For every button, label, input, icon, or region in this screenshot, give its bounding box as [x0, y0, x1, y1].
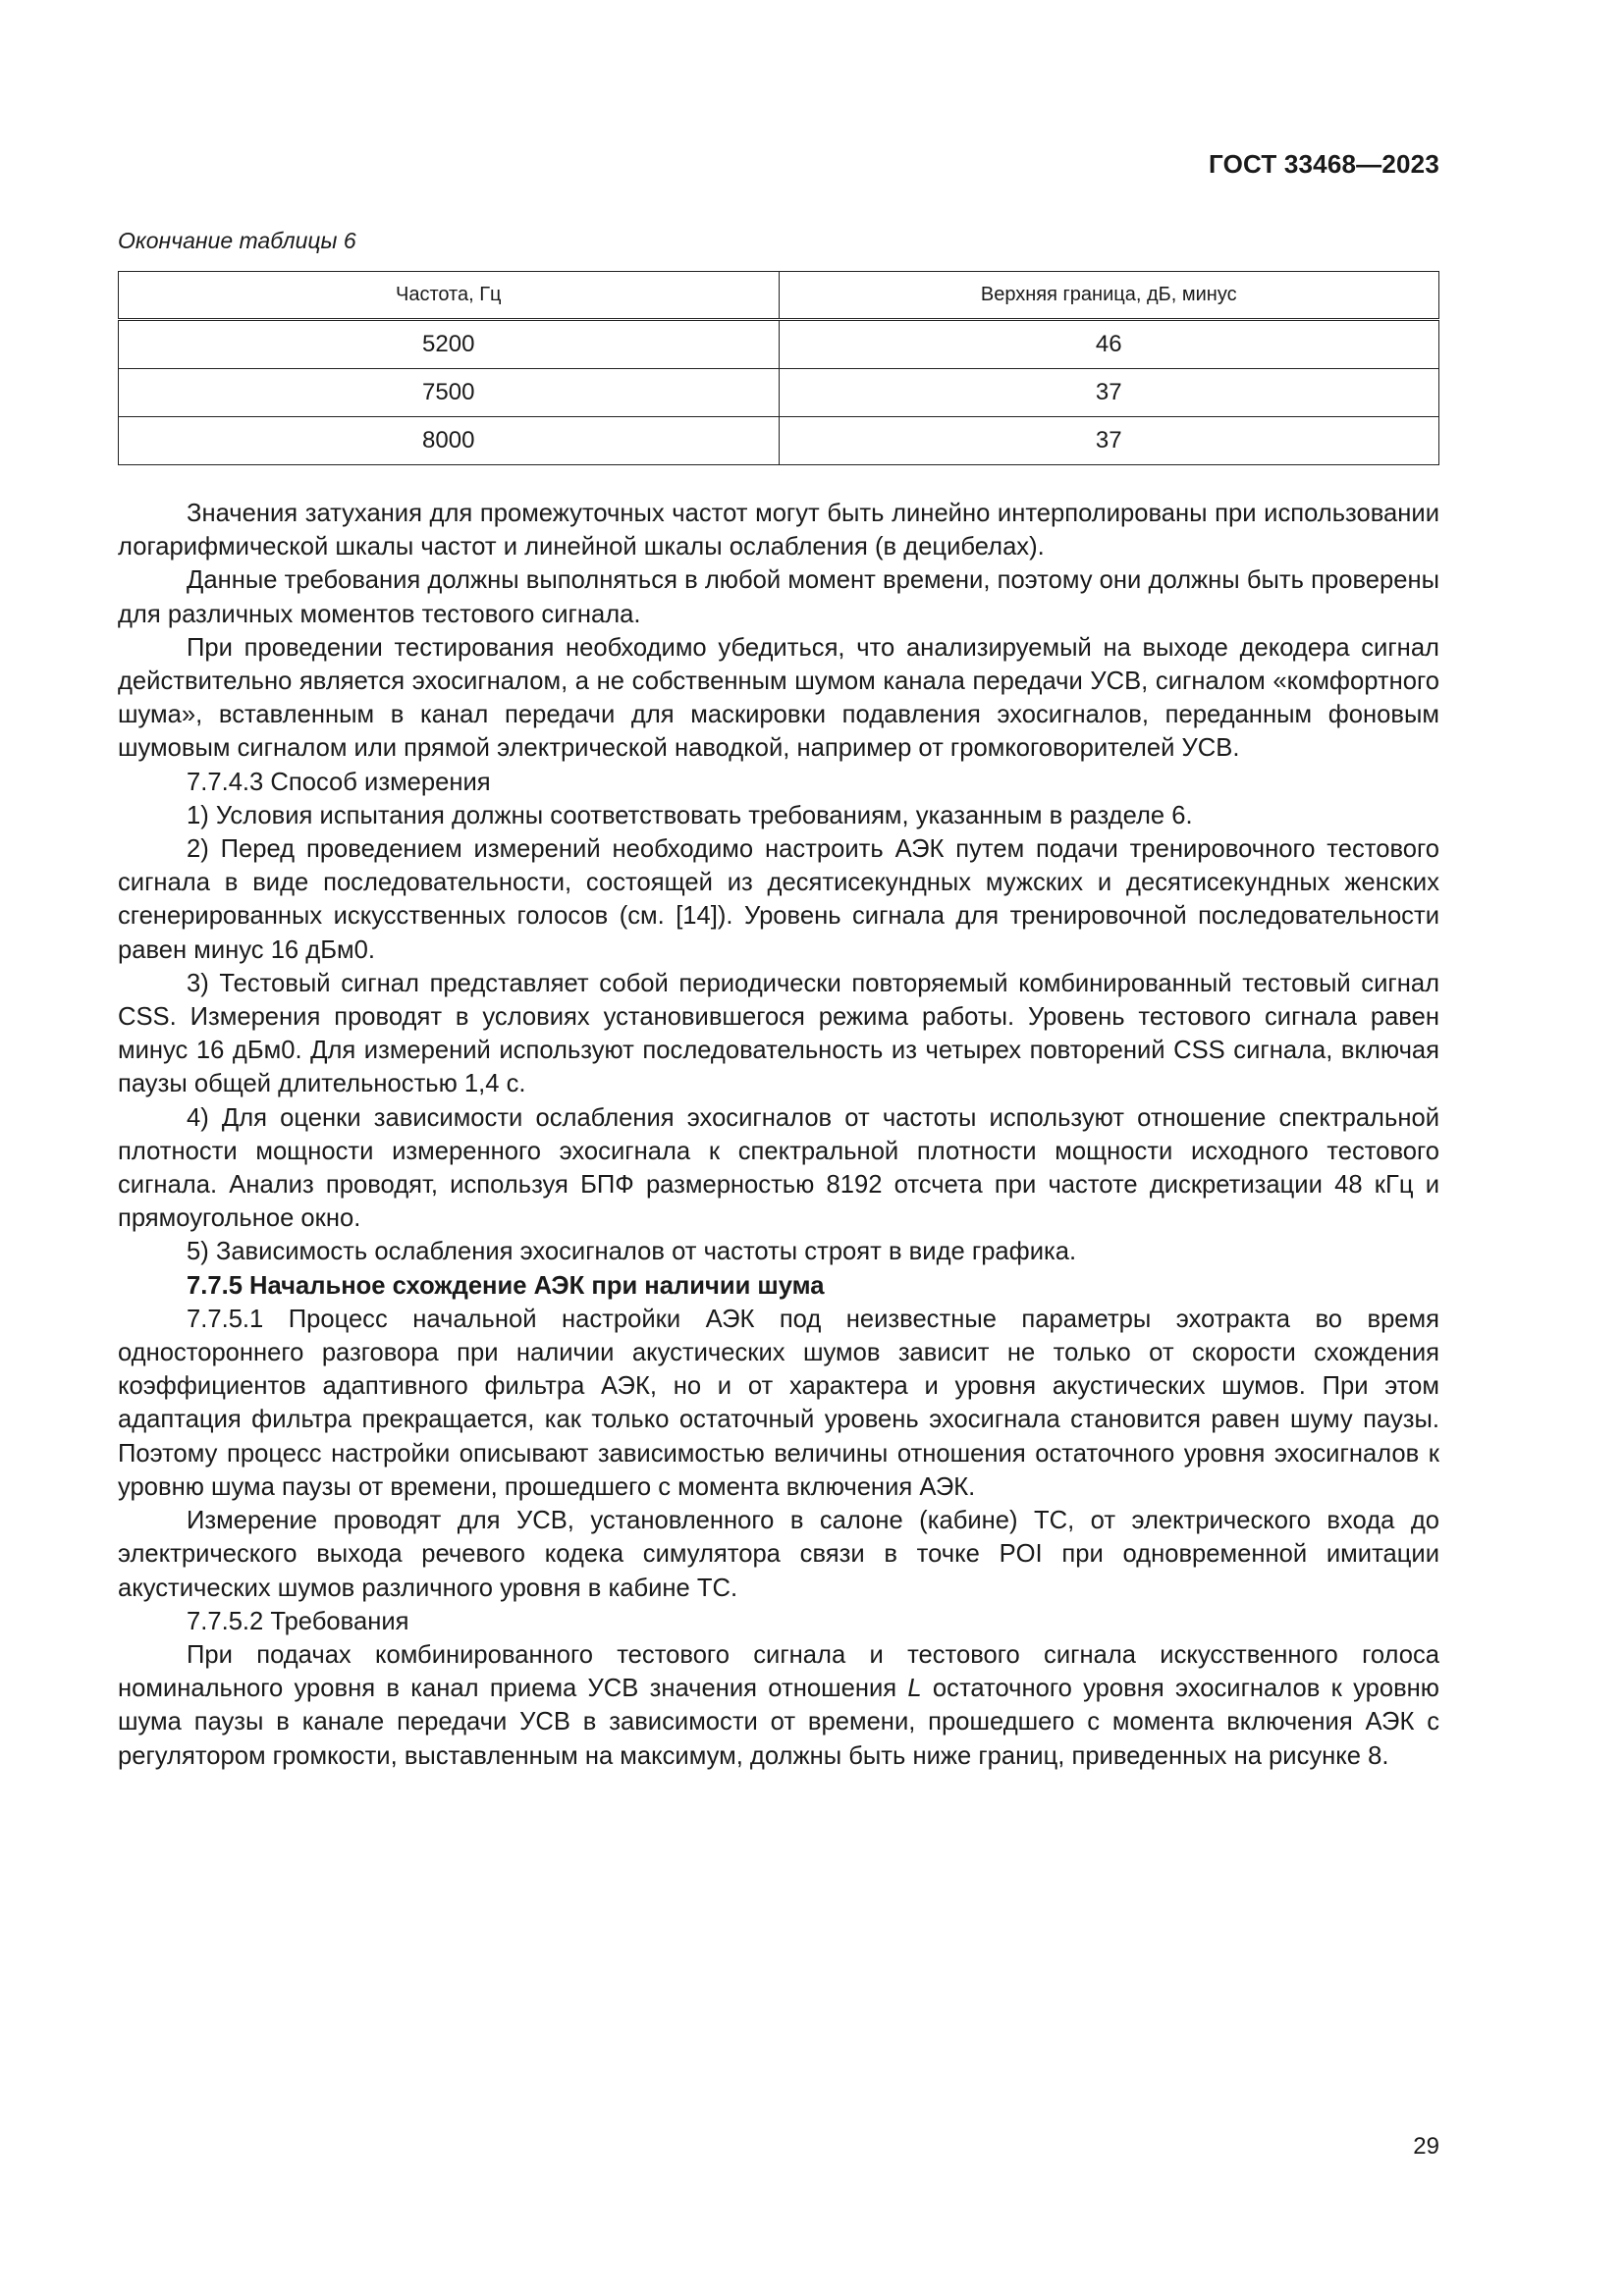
paragraph-requirements-time: Данные требования должны выполняться в любой момент времени, поэтому они должны быть проверены для различных моментов тестового сигнала.	[118, 566, 1439, 628]
list-item-1: 1) Условия испытания должны соответствовать требованиям, указанным в разделе 6.	[187, 801, 1193, 829]
table-header-row	[119, 272, 1439, 320]
table-cell-upper-limit: 37	[779, 417, 1439, 465]
list-item-2: 2) Перед проведением измерений необходимо настроить АЭК путем подачи тренировочного тестового сигнала в виде последовательности, состоящей из десятисекундных мужских и десятисекундных женских сгенерированных искусственных голосов (см. [14]). Уровень сигнала для тренировочной последовательности равен минус 16 дБм0.	[118, 835, 1439, 964]
frequency-table	[118, 271, 1439, 465]
table-row	[119, 369, 1439, 417]
paragraph-testing-note: При проведении тестирования необходимо убедиться, что анализируемый на выходе декодера сигнал действительно является эхосигналом, а не собственным шумом канала передачи УСВ, сигналом «комфортного шума», вставленным в канал передачи для маскировки подавления эхосигналов, переданным фоновым шумовым сигналом или прямой электрической наводкой, например от громкоговорителей УСВ.	[118, 633, 1439, 763]
page-number: 29	[1413, 2133, 1439, 2160]
table-row	[119, 417, 1439, 465]
final-text-start: При подачах комбинированного тестового сигнала и тестового сигнала искусственного голоса номинального уровня в канал приема УСВ значения отношения	[118, 1640, 1439, 1703]
table-cell-upper-limit: 46	[779, 320, 1439, 369]
paragraph-final-requirement	[118, 1638, 1439, 1773]
paragraph-7-7-5-1: 7.7.5.1 Процесс начальной настройки АЭК под неизвестные параметры эхотракта во время одностороннего разговора при наличии акустических шумов зависит не только от скорости схождения коэффициентов адаптивного фильтра АЭК, но и от характера и уровня акустических шумов. При этом адаптация фильтра прекращается, как только остаточный уровень эхосигнала становится равен шуму паузы. Поэтому процесс настройки описывают зависимостью величины отношения остаточного уровня эхосигналов к уровню шума паузы от времени, прошедшего с момента включения АЭК.	[118, 1305, 1439, 1501]
document-id-header: ГОСТ 33468—2023	[1209, 149, 1439, 179]
paragraph-interpolation: Значения затухания для промежуточных частот могут быть линейно интерполированы при использовании логарифмической шкалы частот и линейной шкалы ослабления (в децибелах).	[118, 500, 1439, 561]
column-header-frequency: Частота, Гц	[119, 272, 780, 320]
table-row	[119, 320, 1439, 369]
table-cell-frequency: 5200	[119, 320, 780, 369]
column-header-upper-limit: Верхняя граница, дБ, минус	[779, 272, 1439, 320]
body-text	[118, 497, 1439, 1773]
table-caption: Окончание таблицы 6	[118, 228, 356, 253]
section-heading-7-7-5-2: 7.7.5.2 Требования	[187, 1607, 409, 1635]
italic-symbol-l: L	[907, 1675, 922, 1703]
table-cell-upper-limit: 37	[779, 369, 1439, 417]
list-item-3: 3) Тестовый сигнал представляет собой периодически повторяемый комбинированный тестовый сигнал CSS. Измерения проводят в условиях установившегося режима работы. Уровень тестового сигнала равен минус 16 дБм0. Для измерений используют последовательность из четырех повторений CSS сигнала, включая паузы общей длительностью 1,4 с.	[118, 969, 1439, 1098]
section-heading-7-7-4-3: 7.7.4.3 Способ измерения	[187, 768, 491, 796]
table-cell-frequency: 7500	[119, 369, 780, 417]
section-heading-7-7-5: 7.7.5 Начальное схождение АЭК при наличии шума	[187, 1271, 825, 1300]
final-text-end: остаточного уровня эхосигналов к уровню шума паузы в канале передачи УСВ в зависимости от времени, прошедшего с момента включения АЭК с регулятором громкости, выставленным на максимум, должны быть ниже границ, приведенных на рисунке 8.	[118, 1675, 1439, 1770]
list-item-4: 4) Для оценки зависимости ослабления эхосигналов от частоты используют отношение спектральной плотности мощности измеренного эхосигнала к спектральной плотности мощности исходного тестового сигнала. Анализ проводят, используя БПФ размерностью 8192 отсчета при частоте дискретизации 48 кГц и прямоугольное окно.	[118, 1103, 1439, 1233]
paragraph-measurement: Измерение проводят для УСВ, установленного в салоне (кабине) ТС, от электрического входа до электрического выхода речевого кодека симулятора связи в точке POI при одновременной имитации акустических шумов различного уровня в кабине ТС.	[118, 1507, 1439, 1602]
table-cell-frequency: 8000	[119, 417, 780, 465]
list-item-5: 5) Зависимость ослабления эхосигналов от частоты строят в виде графика.	[187, 1238, 1077, 1266]
